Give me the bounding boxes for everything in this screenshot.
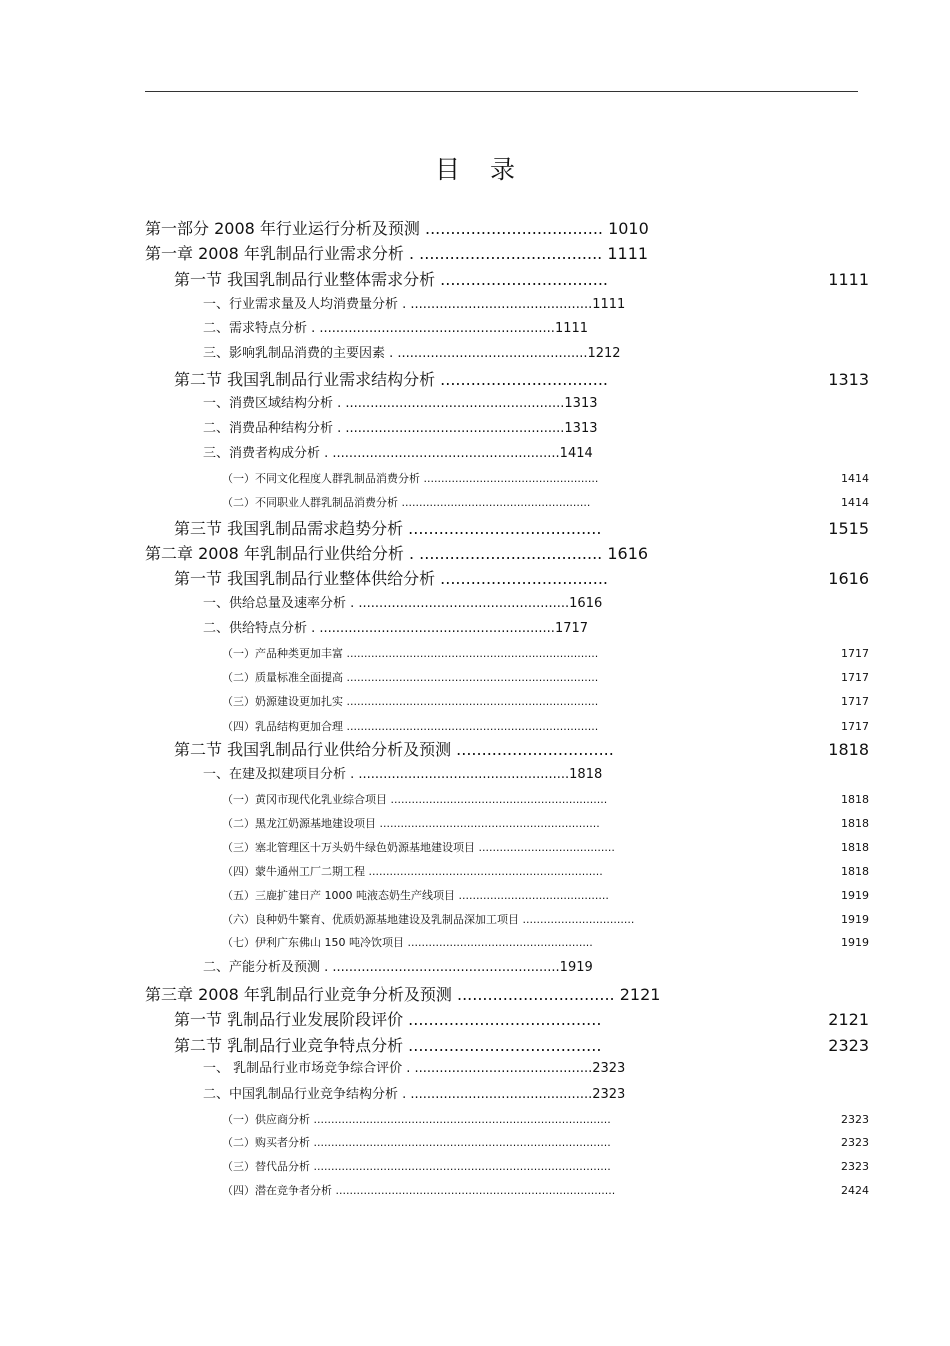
toc-item[interactable]: （四）蒙牛通州工厂二期工程 ...................................................................	[222, 865, 603, 878]
toc-item[interactable]: （一）产品种类更加丰富 ........................................................................	[222, 647, 599, 660]
toc-subsection[interactable]: 二、消费品种结构分析 . .....................................................1313	[203, 421, 598, 436]
toc-item[interactable]: （三）塞北管理区十万头奶牛绿色奶源基地建设项目 .......................................	[222, 841, 615, 854]
toc-section[interactable]: 第三节 我国乳制品需求趋势分析 ......................................	[174, 519, 602, 538]
toc-page-number: 1818	[841, 841, 869, 854]
title-char-2: 录	[490, 155, 516, 184]
toc-page-number: 1414	[841, 496, 869, 509]
toc-page-number: 2323	[841, 1136, 869, 1149]
toc-page-number: 1313	[828, 370, 869, 389]
toc-subsection[interactable]: 二、产能分析及预测 . .......................................................1919	[203, 960, 593, 975]
toc-item[interactable]: （四）乳品结构更加合理 ........................................................................	[222, 720, 599, 733]
toc-page-number: 1919	[841, 889, 869, 902]
toc-section[interactable]: 第一节 乳制品行业发展阶段评价 ......................................	[174, 1010, 602, 1029]
toc-page-number: 1818	[841, 793, 869, 806]
toc-item[interactable]: （二）质量标准全面提高 ........................................................................	[222, 671, 599, 684]
toc-page-number: 2121	[828, 1010, 869, 1029]
toc-page-number: 1919	[841, 913, 869, 926]
toc-item[interactable]: （二）黑龙江奶源基地建设项目 ...............................................................	[222, 817, 600, 830]
toc-page-number: 1616	[828, 569, 869, 588]
toc-item[interactable]: （一）不同文化程度人群乳制品消费分析 ..................................................	[222, 472, 599, 485]
toc-page-number: 2323	[828, 1036, 869, 1055]
toc-subsection[interactable]: 二、供给特点分析 . .........................................................1717	[203, 621, 589, 636]
toc-chapter-3[interactable]: 第三章 2008 年乳制品行业竞争分析及预测 ............................... 2121	[145, 985, 661, 1004]
toc-page-number: 1717	[841, 671, 869, 684]
toc-page-number: 1515	[828, 519, 869, 538]
toc-subsection[interactable]: 一、行业需求量及人均消费量分析 . ............................................1111	[203, 297, 626, 312]
toc-part-1[interactable]: 第一部分 2008 年行业运行分析及预测 ................................... 1010	[145, 219, 649, 238]
toc-page-number: 1818	[828, 740, 869, 759]
toc-subsection[interactable]: 三、消费者构成分析 . .......................................................1414	[203, 446, 593, 461]
toc-page-number: 2424	[841, 1184, 869, 1197]
toc-section[interactable]: 第二节 我国乳制品行业供给分析及预测 ...............................	[174, 740, 614, 759]
toc-section[interactable]: 第二节 乳制品行业竞争特点分析 ......................................	[174, 1036, 602, 1055]
toc-item[interactable]: （三）替代品分析 .....................................................................................	[222, 1160, 611, 1173]
toc-subsection[interactable]: 三、影响乳制品消费的主要因素 . ..............................................1212	[203, 346, 621, 361]
toc-item[interactable]: （七）伊利广东佛山 150 吨冷饮项目 .....................................................	[222, 936, 593, 949]
toc-section[interactable]: 第一节 我国乳制品行业整体需求分析 .................................	[174, 270, 609, 289]
toc-subsection[interactable]: 一、 乳制品行业市场竞争综合评价 . ...........................................2323	[203, 1061, 626, 1076]
toc-item[interactable]: （四）潜在竞争者分析 ................................................................................	[222, 1184, 616, 1197]
toc-section[interactable]: 第一节 我国乳制品行业整体供给分析 .................................	[174, 569, 609, 588]
toc-page-number: 1717	[841, 695, 869, 708]
toc-page-number: 1111	[828, 270, 869, 289]
toc-item[interactable]: （一）黄冈市现代化乳业综合项目 ..............................................................	[222, 793, 608, 806]
toc-subsection[interactable]: 一、消费区域结构分析 . .....................................................1313	[203, 396, 598, 411]
toc-subsection[interactable]: 二、需求特点分析 . .........................................................1111	[203, 321, 589, 336]
toc-item[interactable]: （六）良种奶牛繁育、优质奶源基地建设及乳制品深加工项目 ................................	[222, 913, 635, 926]
toc-page-number: 1414	[841, 472, 869, 485]
toc-page-number: 2323	[841, 1160, 869, 1173]
title-char-1: 目	[434, 155, 460, 184]
toc-item[interactable]: （二）不同职业人群乳制品消费分析 ......................................................	[222, 496, 591, 509]
toc-page-number: 1818	[841, 865, 869, 878]
toc-page-number: 2323	[841, 1113, 869, 1126]
toc-subsection[interactable]: 一、供给总量及速率分析 . ...................................................1616	[203, 596, 603, 611]
toc-page-number: 1919	[841, 936, 869, 949]
toc-chapter-1[interactable]: 第一章 2008 年乳制品行业需求分析 . .................................... 1111	[145, 244, 649, 263]
toc-page-number: 1818	[841, 817, 869, 830]
toc-item[interactable]: （二）购买者分析 .....................................................................................	[222, 1136, 611, 1149]
toc-page-number: 1717	[841, 647, 869, 660]
toc-item[interactable]: （五）三鹿扩建日产 1000 吨液态奶生产线项目 ...........................................	[222, 889, 609, 902]
toc-chapter-2[interactable]: 第二章 2008 年乳制品行业供给分析 . .................................... 1616	[145, 544, 649, 563]
toc-section[interactable]: 第二节 我国乳制品行业需求结构分析 .................................	[174, 370, 609, 389]
toc-item[interactable]: （一）供应商分析 .....................................................................................	[222, 1113, 611, 1126]
toc-page-number: 1717	[841, 720, 869, 733]
toc-subsection[interactable]: 二、中国乳制品行业竞争结构分析 . ............................................2323	[203, 1087, 626, 1102]
toc-subsection[interactable]: 一、在建及拟建项目分析 . ...................................................1818	[203, 767, 603, 782]
toc-item[interactable]: （三）奶源建设更加扎实 ........................................................................	[222, 695, 599, 708]
